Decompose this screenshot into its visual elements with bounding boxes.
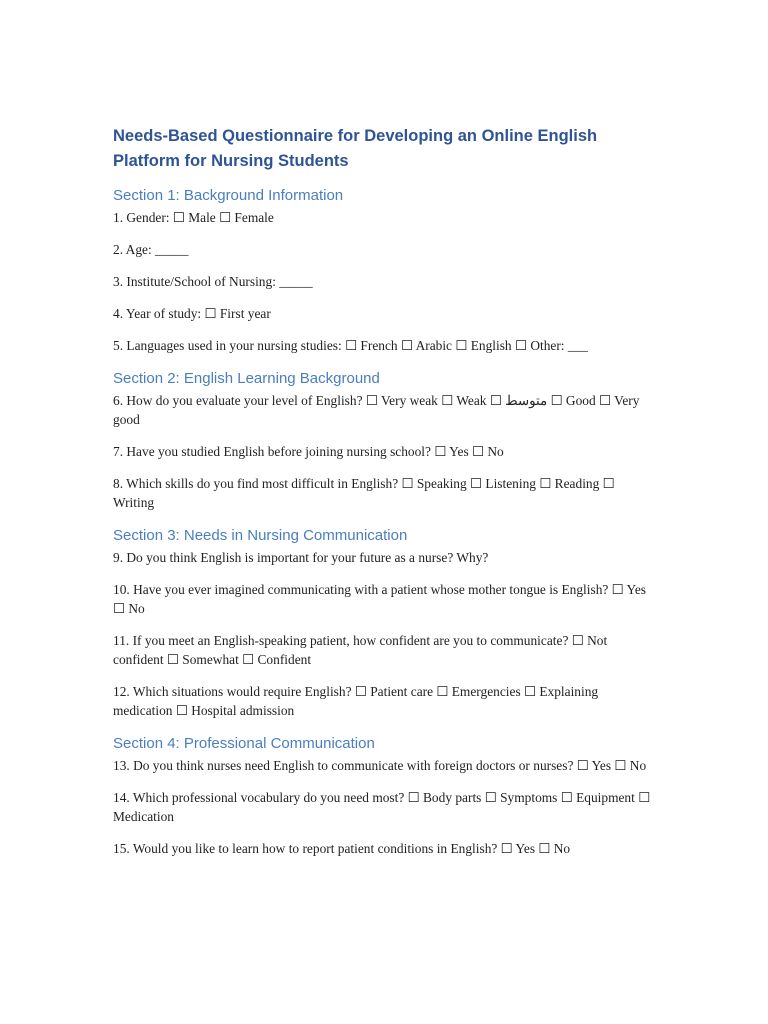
question-3: 3. Institute/School of Nursing: _____ <box>113 274 313 289</box>
question-4: 4. Year of study: ☐ First year <box>113 306 271 321</box>
section-1 <box>113 186 658 355</box>
section-heading: Section 1: Background Information <box>113 187 344 204</box>
question-8: 8. Which skills do you find most difficult in English? ☐ Speaking ☐ Listening ☐ Reading ☐ Writing <box>113 476 615 510</box>
section-heading: Section 3: Needs in Nursing Communication <box>113 527 408 544</box>
question-7: 7. Have you studied English before joining nursing school? ☐ Yes ☐ No <box>113 444 504 459</box>
document-page <box>113 124 658 858</box>
question-15: 15. Would you like to learn how to report patient conditions in English? ☐ Yes ☐ No <box>113 841 571 856</box>
question-10: 10. Have you ever imagined communicating with a patient whose mother tongue is English? ☐ Yes ☐ No <box>113 582 647 616</box>
question-5: 5. Languages used in your nursing studies: ☐ French ☐ Arabic ☐ English ☐ Other: ___ <box>113 338 588 353</box>
question-13: 13. Do you think nurses need English to communicate with foreign doctors or nurses? ☐ Yes ☐ No <box>113 758 647 773</box>
section-4 <box>113 734 658 858</box>
question-12: 12. Which situations would require English? ☐ Patient care ☐ Emergencies ☐ Explaining medication ☐ Hospital admission <box>113 684 599 718</box>
section-heading: Section 4: Professional Communication <box>113 735 375 752</box>
section-2 <box>113 369 658 512</box>
section-3 <box>113 526 658 720</box>
question-9: 9. Do you think English is important for your future as a nurse? Why? <box>113 550 489 565</box>
question-11: 11. If you meet an English-speaking patient, how confident are you to communicate? ☐ Not confident ☐ Somewhat ☐ Confident <box>113 633 608 667</box>
question-6: 6. How do you evaluate your level of English? ☐ Very weak ☐ Weak ☐ متوسط ☐ Good ☐ Very good <box>113 393 640 427</box>
question-1: 1. Gender: ☐ Male ☐ Female <box>113 210 274 225</box>
question-2: 2. Age: _____ <box>113 242 189 257</box>
document-title: Needs-Based Questionnaire for Developing an Online English Platform for Nursing Students <box>113 127 598 170</box>
question-14: 14. Which professional vocabulary do you need most? ☐ Body parts ☐ Symptoms ☐ Equipment ☐ Medication <box>113 790 651 824</box>
section-heading: Section 2: English Learning Background <box>113 370 380 387</box>
